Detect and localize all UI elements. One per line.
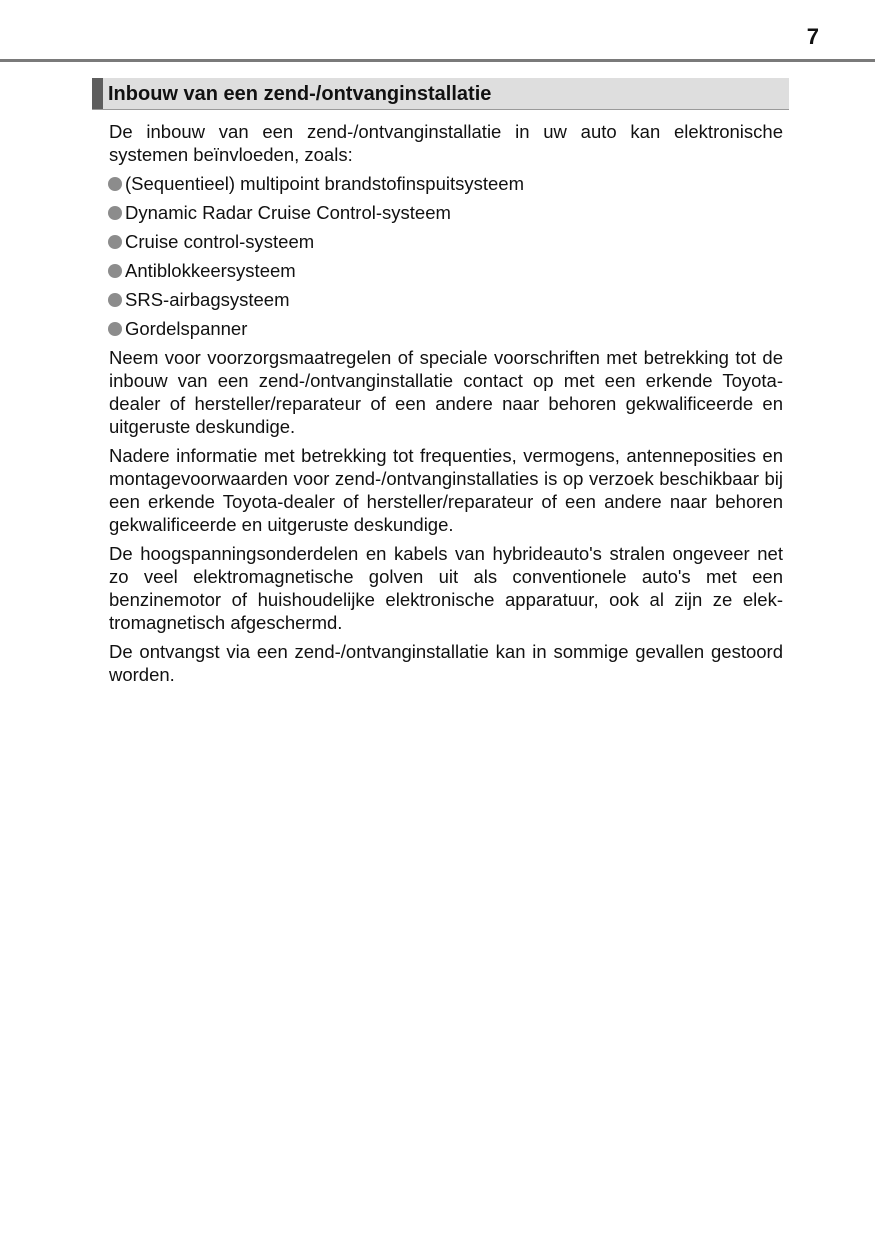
section-header [92,78,789,110]
reception-paragraph: De ontvangst via een zend-/ontvanginstallatie kan in sommige gevallen gestoord worden. [109,641,783,685]
section-title: Inbouw van een zend-/ontvanginstallatie [108,83,492,105]
list-item [108,259,783,282]
bullet-dot-icon [108,235,122,249]
precautions-paragraph: Neem voor voorzorgsmaatregelen of speciale voorschriften met betrekking tot de inbouw van een zend-/ontvanginstallatie contact op met een erkende Toyota-dealer of hersteller/reparateur of een andere naar behoren gekwalificeerde en uitgeruste deskundige. [109,347,783,437]
list-item [108,172,783,195]
section-header-marker [92,78,103,109]
list-item [108,201,783,224]
list-item-text: Gordelspanner [125,318,248,339]
intro-paragraph: De inbouw van een zend-/ontvanginstallatie in uw auto kan elektronische systemen beïnvloeden, zoals: [109,121,783,165]
list-item-text: Cruise control-systeem [125,231,315,252]
list-item-text: Dynamic Radar Cruise Control-systeem [125,202,451,223]
page-number: 7 [806,24,819,49]
body-content [109,120,783,692]
hybrid-emissions-paragraph: De hoogspanningsonderdelen en kabels van hybrideauto's stralen ongeveer net zo veel elektromagnetische golven uit als conventionele auto's met een benzinemotor of huishoudelijke elektronische apparatuur, ook al zijn ze elektromagnetisch afgeschermd. [109,543,783,633]
technical-info-paragraph: Nadere informatie met betrekking tot frequenties, vermogens, antenneposities en montagevoorwaarden voor zend-/ontvanginstallaties is op verzoek beschikbaar bij een erkende Toyota-dealer of hersteller/reparateur of een andere naar behoren gekwalificeerde en uitgeruste deskundige. [109,445,783,535]
affected-systems-list [109,172,783,340]
bullet-dot-icon [108,293,122,307]
header-rule [0,59,875,62]
bullet-dot-icon [108,264,122,278]
bullet-dot-icon [108,177,122,191]
list-item-text: (Sequentieel) multipoint brandstofinspuitsysteem [125,173,524,194]
bullet-dot-icon [108,206,122,220]
list-item [108,317,783,340]
bullet-dot-icon [108,322,122,336]
list-item-text: SRS-airbagsysteem [125,289,290,310]
list-item-text: Antiblokkeersysteem [125,260,296,281]
list-item [108,288,783,311]
list-item [108,230,783,253]
